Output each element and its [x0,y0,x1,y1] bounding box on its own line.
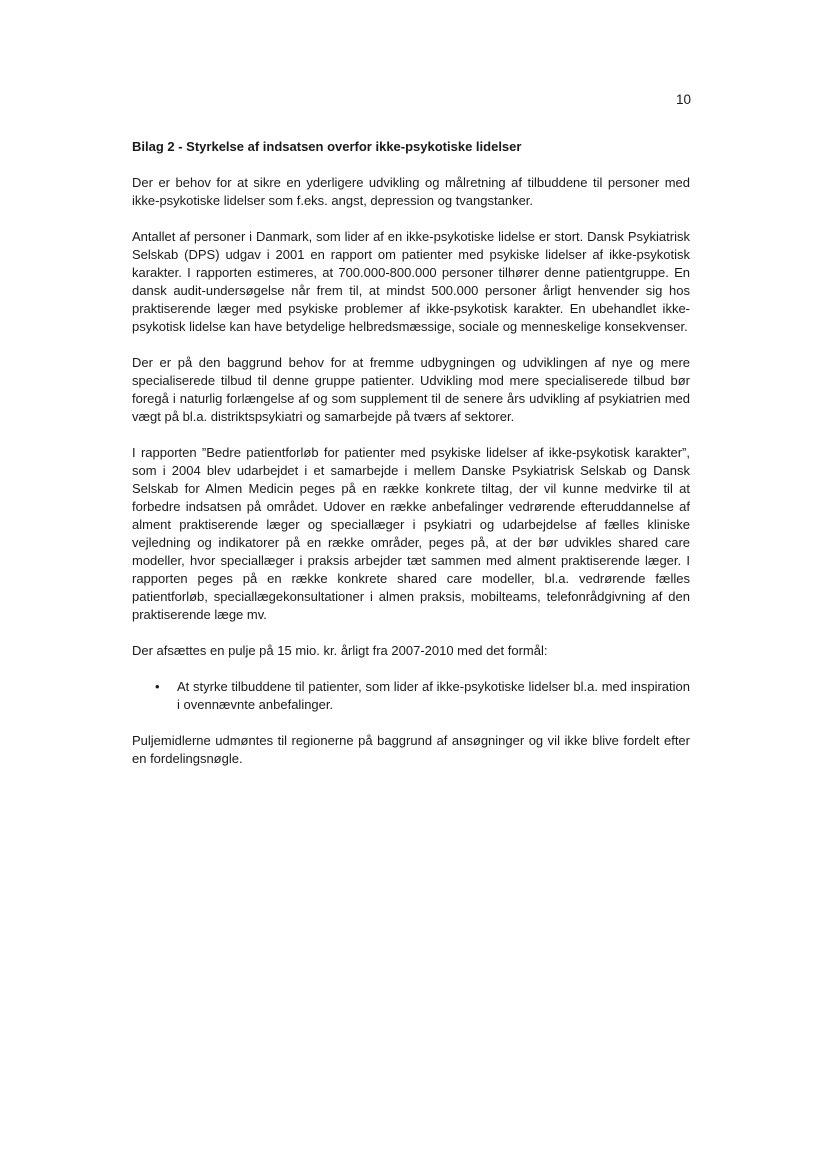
page-number: 10 [676,92,692,107]
bullet-icon: • [155,679,160,694]
section-heading: Bilag 2 - Styrkelse af indsatsen overfor ikke-psykotiske lidelser [132,139,522,154]
paragraph-funding: Der afsættes en pulje på 15 mio. kr. årligt fra 2007-2010 med det formål: [132,643,548,658]
paragraph-prevalence: Antallet af personer i Danmark, som lider af en ikke-psykotiske lidelse er stort. Dansk Psykiatrisk Selskab (DPS) udgav i 2001 en rapport om patienter med psykiske lidelser af ikke-psykotisk karakter. I rapporten estimeres, at 700.000-800.000 personer tilhører denne patientgruppe. En dansk audit-undersøgelse når frem til, at mindst 500.000 personer årligt henvender sig hos praktiserende læger med psykiske problemer af ikke-psykotisk karakter. En ubehandlet ikke-psykotisk lidelse kan have betydelige helbredsmæssige, sociale og menneskelige konsekvenser. [132,229,690,334]
list-item [132,678,690,714]
paragraph-report: I rapporten ”Bedre patientforløb for patienter med psykiske lidelser af ikke-psykotisk karakter”, som i 2004 blev udarbejdet i et samarbejde i mellem Danske Psykiatrisk Selskab og Dansk Selskab for Almen Medicin peges på en række konkrete tiltag, der vil kunne medvirke til at forbedre indsatsen på området. Udover en række anbefalinger vedrørende efteruddannelse af alment praktiserende læger og speciallæger i psykiatri og udarbejdelse af fælles kliniske vejledning og indikatorer på en række områder, peges på, at der bør udvikles shared care modeller, hvor speciallæger i praksis arbejder tæt sammen med alment praktiserende læger. I rapporten peges på en række konkrete shared care modeller, bl.a. vedrørende fælles patientforløb, speciallægekonsultationer i almen praksis, mobilteams, telefonrådgivning af den praktiserende læge mv. [132,445,690,622]
document-body [132,138,690,786]
bullet-text: At styrke tilbuddene til patienter, som lider af ikke-psykotiske lidelser bl.a. med inspiration i ovennævnte anbefalinger. [177,679,690,712]
paragraph-closing: Puljemidlerne udmøntes til regionerne på baggrund af ansøgninger og vil ikke blive fordelt efter en fordelingsnøgle. [132,733,690,766]
bullet-list [132,678,690,714]
paragraph-need: Der er på den baggrund behov for at fremme udbygningen og udviklingen af nye og mere specialiserede tilbud til denne gruppe patienter. Udvikling mod mere specialiserede tilbud bør foregå i naturlig forlængelse af og som supplement til de senere års udvikling af psykiatrien med vægt på bl.a. distriktspsykiatri og samarbejde på tværs af sektorer. [132,355,690,424]
paragraph-intro: Der er behov for at sikre en yderligere udvikling og målretning af tilbuddene til personer med ikke-psykotiske lidelser som f.eks. angst, depression og tvangstanker. [132,175,690,208]
